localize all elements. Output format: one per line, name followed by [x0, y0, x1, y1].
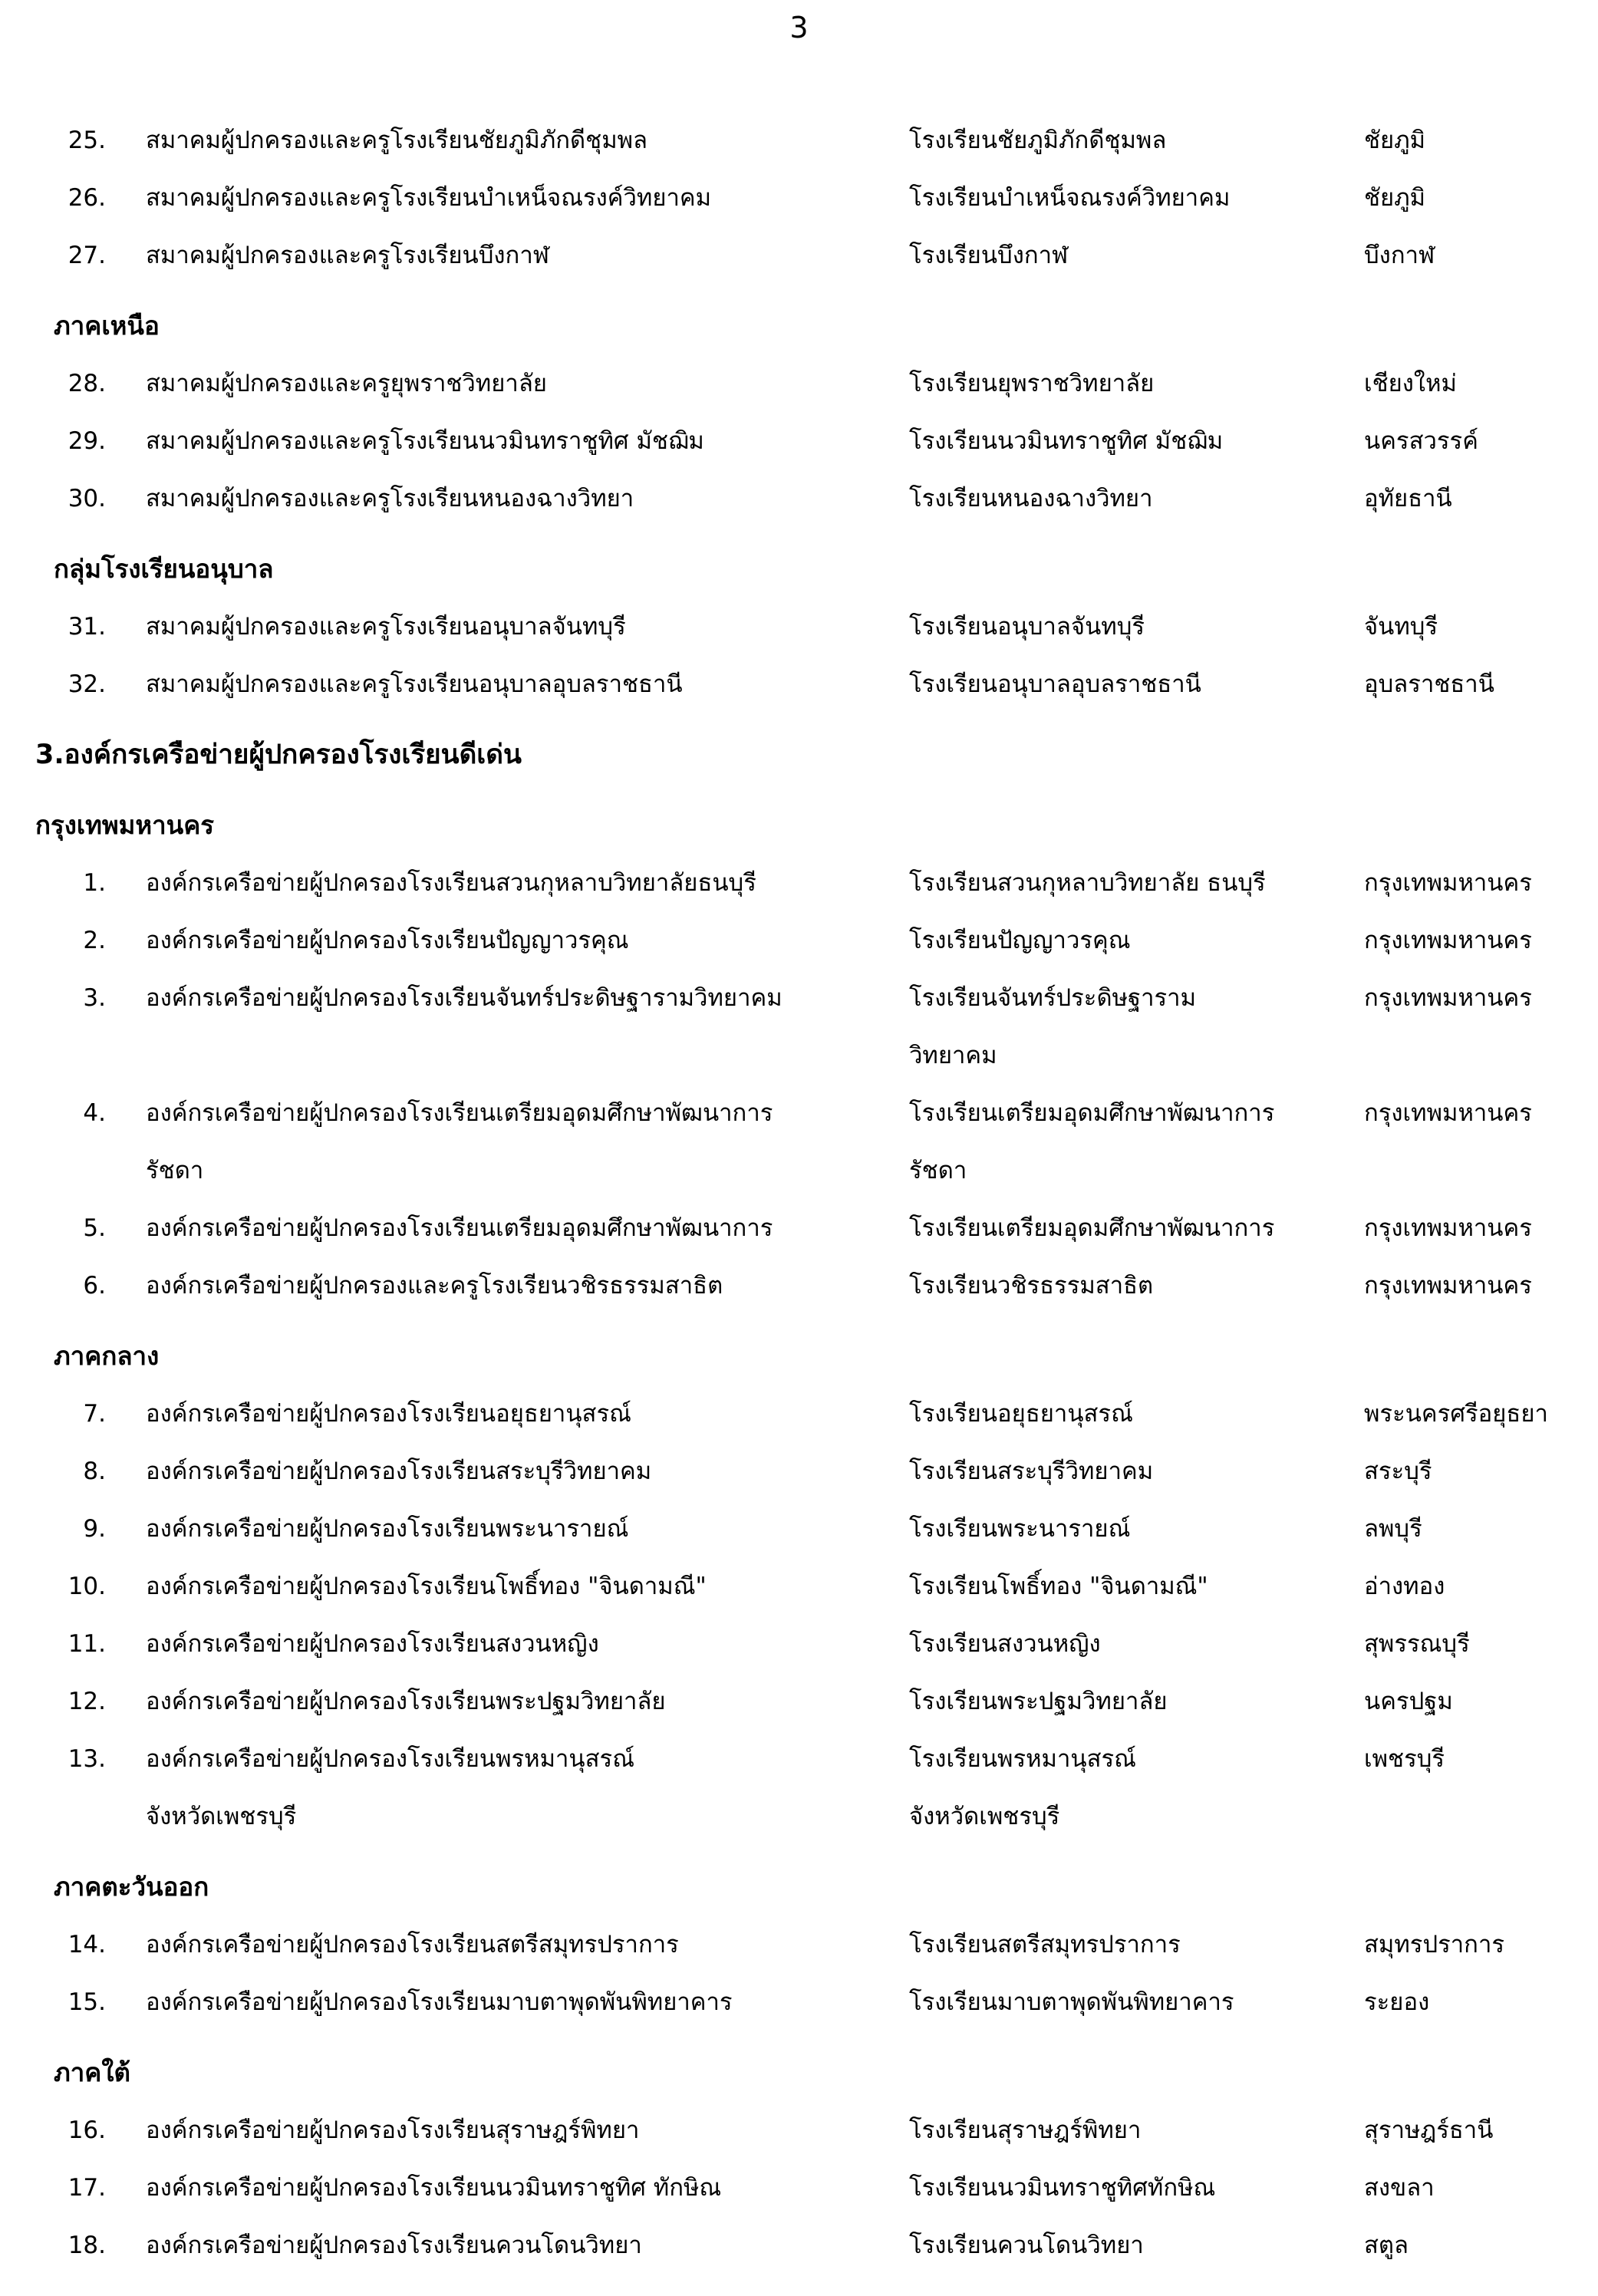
province-name: ชัยภูมิ: [1364, 127, 1426, 154]
province-name: อุบลราชธานี: [1364, 670, 1494, 698]
province-name-empty: [1364, 1142, 1598, 1200]
table-row: [0, 855, 1598, 912]
school-name: โรงเรียนหนองฉางวิทยา: [909, 485, 1153, 512]
school-name: โรงเรียนเตรียมอุดมศึกษาพัฒนาการ: [909, 1099, 1275, 1127]
school-name: โรงเรียนพระนารายณ์: [909, 1515, 1131, 1543]
province-name: กรุงเทพมหานคร: [1364, 869, 1532, 897]
school-name: โรงเรียนบึงกาฬ: [909, 242, 1069, 269]
row-number: 2.: [83, 927, 106, 954]
section-heading-bangkok: กรุงเทพมหานคร: [35, 810, 214, 840]
province-name: กรุงเทพมหานคร: [1364, 1099, 1532, 1127]
table-row-continuation: [0, 1142, 1598, 1200]
association-name: องค์กรเครือข่ายผู้ปกครองโรงเรียนพระนารายณ์: [146, 1515, 629, 1543]
section-heading-kindergarten-group: กลุ่มโรงเรียนอนุบาล: [54, 554, 274, 584]
province-name: สงขลา: [1364, 2174, 1435, 2202]
association-name: องค์กรเครือข่ายผู้ปกครองและครูโรงเรียนวชิรธรรมสาธิต: [146, 1272, 723, 1300]
school-name: โรงเรียนอยุธยานุสรณ์: [909, 1400, 1133, 1428]
school-name: โรงเรียนเตรียมอุดมศึกษาพัฒนาการ: [909, 1214, 1275, 1242]
table-row: [0, 1916, 1598, 1974]
document-body: [0, 112, 1598, 2275]
province-name: บึงกาฬ: [1364, 242, 1435, 269]
province-name: ลพบุรี: [1364, 1515, 1422, 1543]
row-number: 6.: [83, 1272, 106, 1300]
row-number: 12.: [68, 1688, 106, 1715]
table-row: [0, 1974, 1598, 2031]
table-row: [0, 1673, 1598, 1731]
association-name: องค์กรเครือข่ายผู้ปกครองโรงเรียนพระปฐมวิทยาลัย: [146, 1688, 666, 1715]
school-name: โรงเรียนสวนกุหลาบวิทยาลัย ธนบุรี: [909, 869, 1266, 897]
row-number: 25.: [68, 127, 106, 154]
school-name: โรงเรียนวชิรธรรมสาธิต: [909, 1272, 1154, 1300]
province-name: อ่างทอง: [1364, 1573, 1445, 1600]
school-name: โรงเรียนมาบตาพุดพันพิทยาคาร: [909, 1988, 1234, 2016]
province-name: กรุงเทพมหานคร: [1364, 1272, 1532, 1300]
table-row: [0, 598, 1598, 656]
province-name: สุพรรณบุรี: [1364, 1630, 1470, 1658]
school-name: โรงเรียนอนุบาลจันทบุรี: [909, 613, 1145, 641]
row-number: 7.: [83, 1400, 106, 1428]
table-row: [0, 2159, 1598, 2217]
province-name: สตูล: [1364, 2232, 1409, 2259]
association-name: สมาคมผู้ปกครองและครูโรงเรียนอนุบาลอุบลราชธานี: [146, 670, 683, 698]
association-name: องค์กรเครือข่ายผู้ปกครองโรงเรียนสุราษฎร์พิทยา: [146, 2116, 640, 2144]
school-name: โรงเรียนยุพราชวิทยาลัย: [909, 370, 1155, 397]
school-name: โรงเรียนนวมินทราชูทิศทักษิณ: [909, 2174, 1216, 2202]
school-name: โรงเรียนสตรีสมุทรปราการ: [909, 1931, 1181, 1958]
province-name-empty: [1364, 1788, 1598, 1846]
school-name: โรงเรียนนวมินทราชูทิศ มัชฌิม: [909, 427, 1224, 455]
page-number: 3: [789, 11, 809, 44]
row-number-empty: [0, 1142, 146, 1200]
table-row: [0, 912, 1598, 970]
row-number: 17.: [68, 2174, 106, 2202]
row-number: 16.: [68, 2116, 106, 2144]
school-name: โรงเรียนสระบุรีวิทยาคม: [909, 1458, 1154, 1485]
association-name: สมาคมผู้ปกครองและครูยุพราชวิทยาลัย: [146, 370, 547, 397]
row-number: 5.: [83, 1214, 106, 1242]
association-name: องค์กรเครือข่ายผู้ปกครองโรงเรียนควนโดนวิทยา: [146, 2232, 642, 2259]
association-name: สมาคมผู้ปกครองและครูโรงเรียนหนองฉางวิทยา: [146, 485, 634, 512]
table-row: [0, 470, 1598, 528]
school-name: โรงเรียนควนโดนวิทยา: [909, 2232, 1144, 2259]
section-heading-network-orgs: 3.องค์กรเครือข่ายผู้ปกครองโรงเรียนดีเด่น: [35, 740, 522, 770]
association-name: องค์กรเครือข่ายผู้ปกครองโรงเรียนปัญญาวรคุณ: [146, 927, 629, 954]
province-name: พระนครศรีอยุธยา: [1364, 1400, 1548, 1428]
association-name-continued: [146, 1027, 909, 1085]
row-number: 8.: [83, 1458, 106, 1485]
association-name: องค์กรเครือข่ายผู้ปกครองโรงเรียนมาบตาพุดพันพิทยาคาร: [146, 1988, 733, 2016]
row-number-empty: [0, 1788, 146, 1846]
table-row: [0, 2102, 1598, 2159]
row-number: 32.: [68, 670, 106, 698]
school-name-continued: รัชดา: [909, 1157, 967, 1184]
table-row: [0, 2217, 1598, 2275]
table-row: [0, 1085, 1598, 1142]
association-name: องค์กรเครือข่ายผู้ปกครองโรงเรียนโพธิ์ทอง "จินดามณี": [146, 1573, 707, 1600]
section-heading-north: ภาคเหนือ: [54, 311, 160, 341]
table-row: [0, 1200, 1598, 1257]
school-name: โรงเรียนพรหมานุสรณ์: [909, 1745, 1136, 1773]
association-name: องค์กรเครือข่ายผู้ปกครองโรงเรียนนวมินทราชูทิศ ทักษิณ: [146, 2174, 722, 2202]
table-row-continuation: [0, 1788, 1598, 1846]
row-number: 29.: [68, 427, 106, 455]
association-name-continued: รัชดา: [146, 1157, 204, 1184]
row-number: 3.: [83, 984, 106, 1012]
table-row: [0, 1731, 1598, 1788]
association-name: องค์กรเครือข่ายผู้ปกครองโรงเรียนสวนกุหลาบวิทยาลัยธนบุรี: [146, 869, 756, 897]
table-row: [0, 355, 1598, 413]
association-name: สมาคมผู้ปกครองและครูโรงเรียนชัยภูมิภักดีชุมพล: [146, 127, 648, 154]
association-name: องค์กรเครือข่ายผู้ปกครองโรงเรียนสงวนหญิง: [146, 1630, 599, 1658]
table-row: [0, 170, 1598, 227]
section-heading-central: ภาคกลาง: [54, 1341, 160, 1371]
row-number: 30.: [68, 485, 106, 512]
association-name: องค์กรเครือข่ายผู้ปกครองโรงเรียนสระบุรีวิทยาคม: [146, 1458, 652, 1485]
association-name: องค์กรเครือข่ายผู้ปกครองโรงเรียนเตรียมอุดมศึกษาพัฒนาการ: [146, 1214, 773, 1242]
province-name: กรุงเทพมหานคร: [1364, 1214, 1532, 1242]
province-name: นครปฐม: [1364, 1688, 1453, 1715]
row-number: 14.: [68, 1931, 106, 1958]
school-name-continued: จังหวัดเพชรบุรี: [909, 1803, 1060, 1830]
school-name: โรงเรียนอนุบาลอุบลราชธานี: [909, 670, 1201, 698]
table-row: [0, 656, 1598, 713]
row-number: 27.: [68, 242, 106, 269]
province-name: กรุงเทพมหานคร: [1364, 927, 1532, 954]
association-name: องค์กรเครือข่ายผู้ปกครองโรงเรียนพรหมานุสรณ์: [146, 1745, 634, 1773]
section-heading-south: ภาคใต้: [54, 2057, 130, 2087]
row-number-empty: [0, 1027, 146, 1085]
province-name: ชัยภูมิ: [1364, 184, 1426, 212]
province-name: จันทบุรี: [1364, 613, 1438, 641]
table-row: [0, 1385, 1598, 1443]
row-number: 13.: [68, 1745, 106, 1773]
row-number: 11.: [68, 1630, 106, 1658]
association-name-continued: จังหวัดเพชรบุรี: [146, 1803, 297, 1830]
table-row: [0, 1443, 1598, 1500]
school-name: โรงเรียนจันทร์ประดิษฐาราม: [909, 984, 1197, 1012]
row-number: 26.: [68, 184, 106, 212]
row-number: 9.: [83, 1515, 106, 1543]
row-number: 15.: [68, 1988, 106, 2016]
table-row: [0, 112, 1598, 170]
table-row: [0, 413, 1598, 470]
table-row: [0, 227, 1598, 285]
row-number: 18.: [68, 2232, 106, 2259]
association-name: องค์กรเครือข่ายผู้ปกครองโรงเรียนจันทร์ประดิษฐารามวิทยาคม: [146, 984, 783, 1012]
school-name-continued: วิทยาคม: [909, 1042, 997, 1069]
school-name: โรงเรียนชัยภูมิภักดีชุมพล: [909, 127, 1167, 154]
table-row: [0, 1257, 1598, 1315]
school-name: โรงเรียนพระปฐมวิทยาลัย: [909, 1688, 1168, 1715]
school-name: โรงเรียนสงวนหญิง: [909, 1630, 1101, 1658]
table-row-continuation: [0, 1027, 1598, 1085]
province-name: อุทัยธานี: [1364, 485, 1452, 512]
row-number: 28.: [68, 370, 106, 397]
province-name: เชียงใหม่: [1364, 370, 1457, 397]
table-row: [0, 970, 1598, 1027]
province-name: สระบุรี: [1364, 1458, 1432, 1485]
section-heading-east: ภาคตะวันออก: [54, 1872, 209, 1902]
table-row: [0, 1500, 1598, 1558]
province-name: กรุงเทพมหานคร: [1364, 984, 1532, 1012]
province-name: เพชรบุรี: [1364, 1745, 1445, 1773]
association-name: สมาคมผู้ปกครองและครูโรงเรียนนวมินทราชูทิศ มัชฌิม: [146, 427, 704, 455]
province-name: สุราษฎร์ธานี: [1364, 2116, 1494, 2144]
association-name: องค์กรเครือข่ายผู้ปกครองโรงเรียนอยุธยานุสรณ์: [146, 1400, 631, 1428]
school-name: โรงเรียนสุราษฎร์พิทยา: [909, 2116, 1142, 2144]
table-row: [0, 1616, 1598, 1673]
row-number: 31.: [68, 613, 106, 641]
school-name: โรงเรียนบำเหน็จณรงค์วิทยาคม: [909, 184, 1231, 212]
province-name-empty: [1364, 1027, 1598, 1085]
row-number: 1.: [83, 869, 106, 897]
province-name: สมุทรปราการ: [1364, 1931, 1505, 1958]
province-name: ระยอง: [1364, 1988, 1430, 2016]
school-name: โรงเรียนโพธิ์ทอง "จินดามณี": [909, 1573, 1208, 1600]
row-number: 4.: [83, 1099, 106, 1127]
school-name: โรงเรียนปัญญาวรคุณ: [909, 927, 1131, 954]
association-name: องค์กรเครือข่ายผู้ปกครองโรงเรียนเตรียมอุดมศึกษาพัฒนาการ: [146, 1099, 773, 1127]
association-name: สมาคมผู้ปกครองและครูโรงเรียนบึงกาฬ: [146, 242, 549, 269]
table-row: [0, 1558, 1598, 1616]
association-name: สมาคมผู้ปกครองและครูโรงเรียนบำเหน็จณรงค์วิทยาคม: [146, 184, 712, 212]
association-name: องค์กรเครือข่ายผู้ปกครองโรงเรียนสตรีสมุทรปราการ: [146, 1931, 679, 1958]
association-name: สมาคมผู้ปกครองและครูโรงเรียนอนุบาลจันทบุรี: [146, 613, 626, 641]
row-number: 10.: [68, 1573, 106, 1600]
province-name: นครสวรรค์: [1364, 427, 1478, 455]
